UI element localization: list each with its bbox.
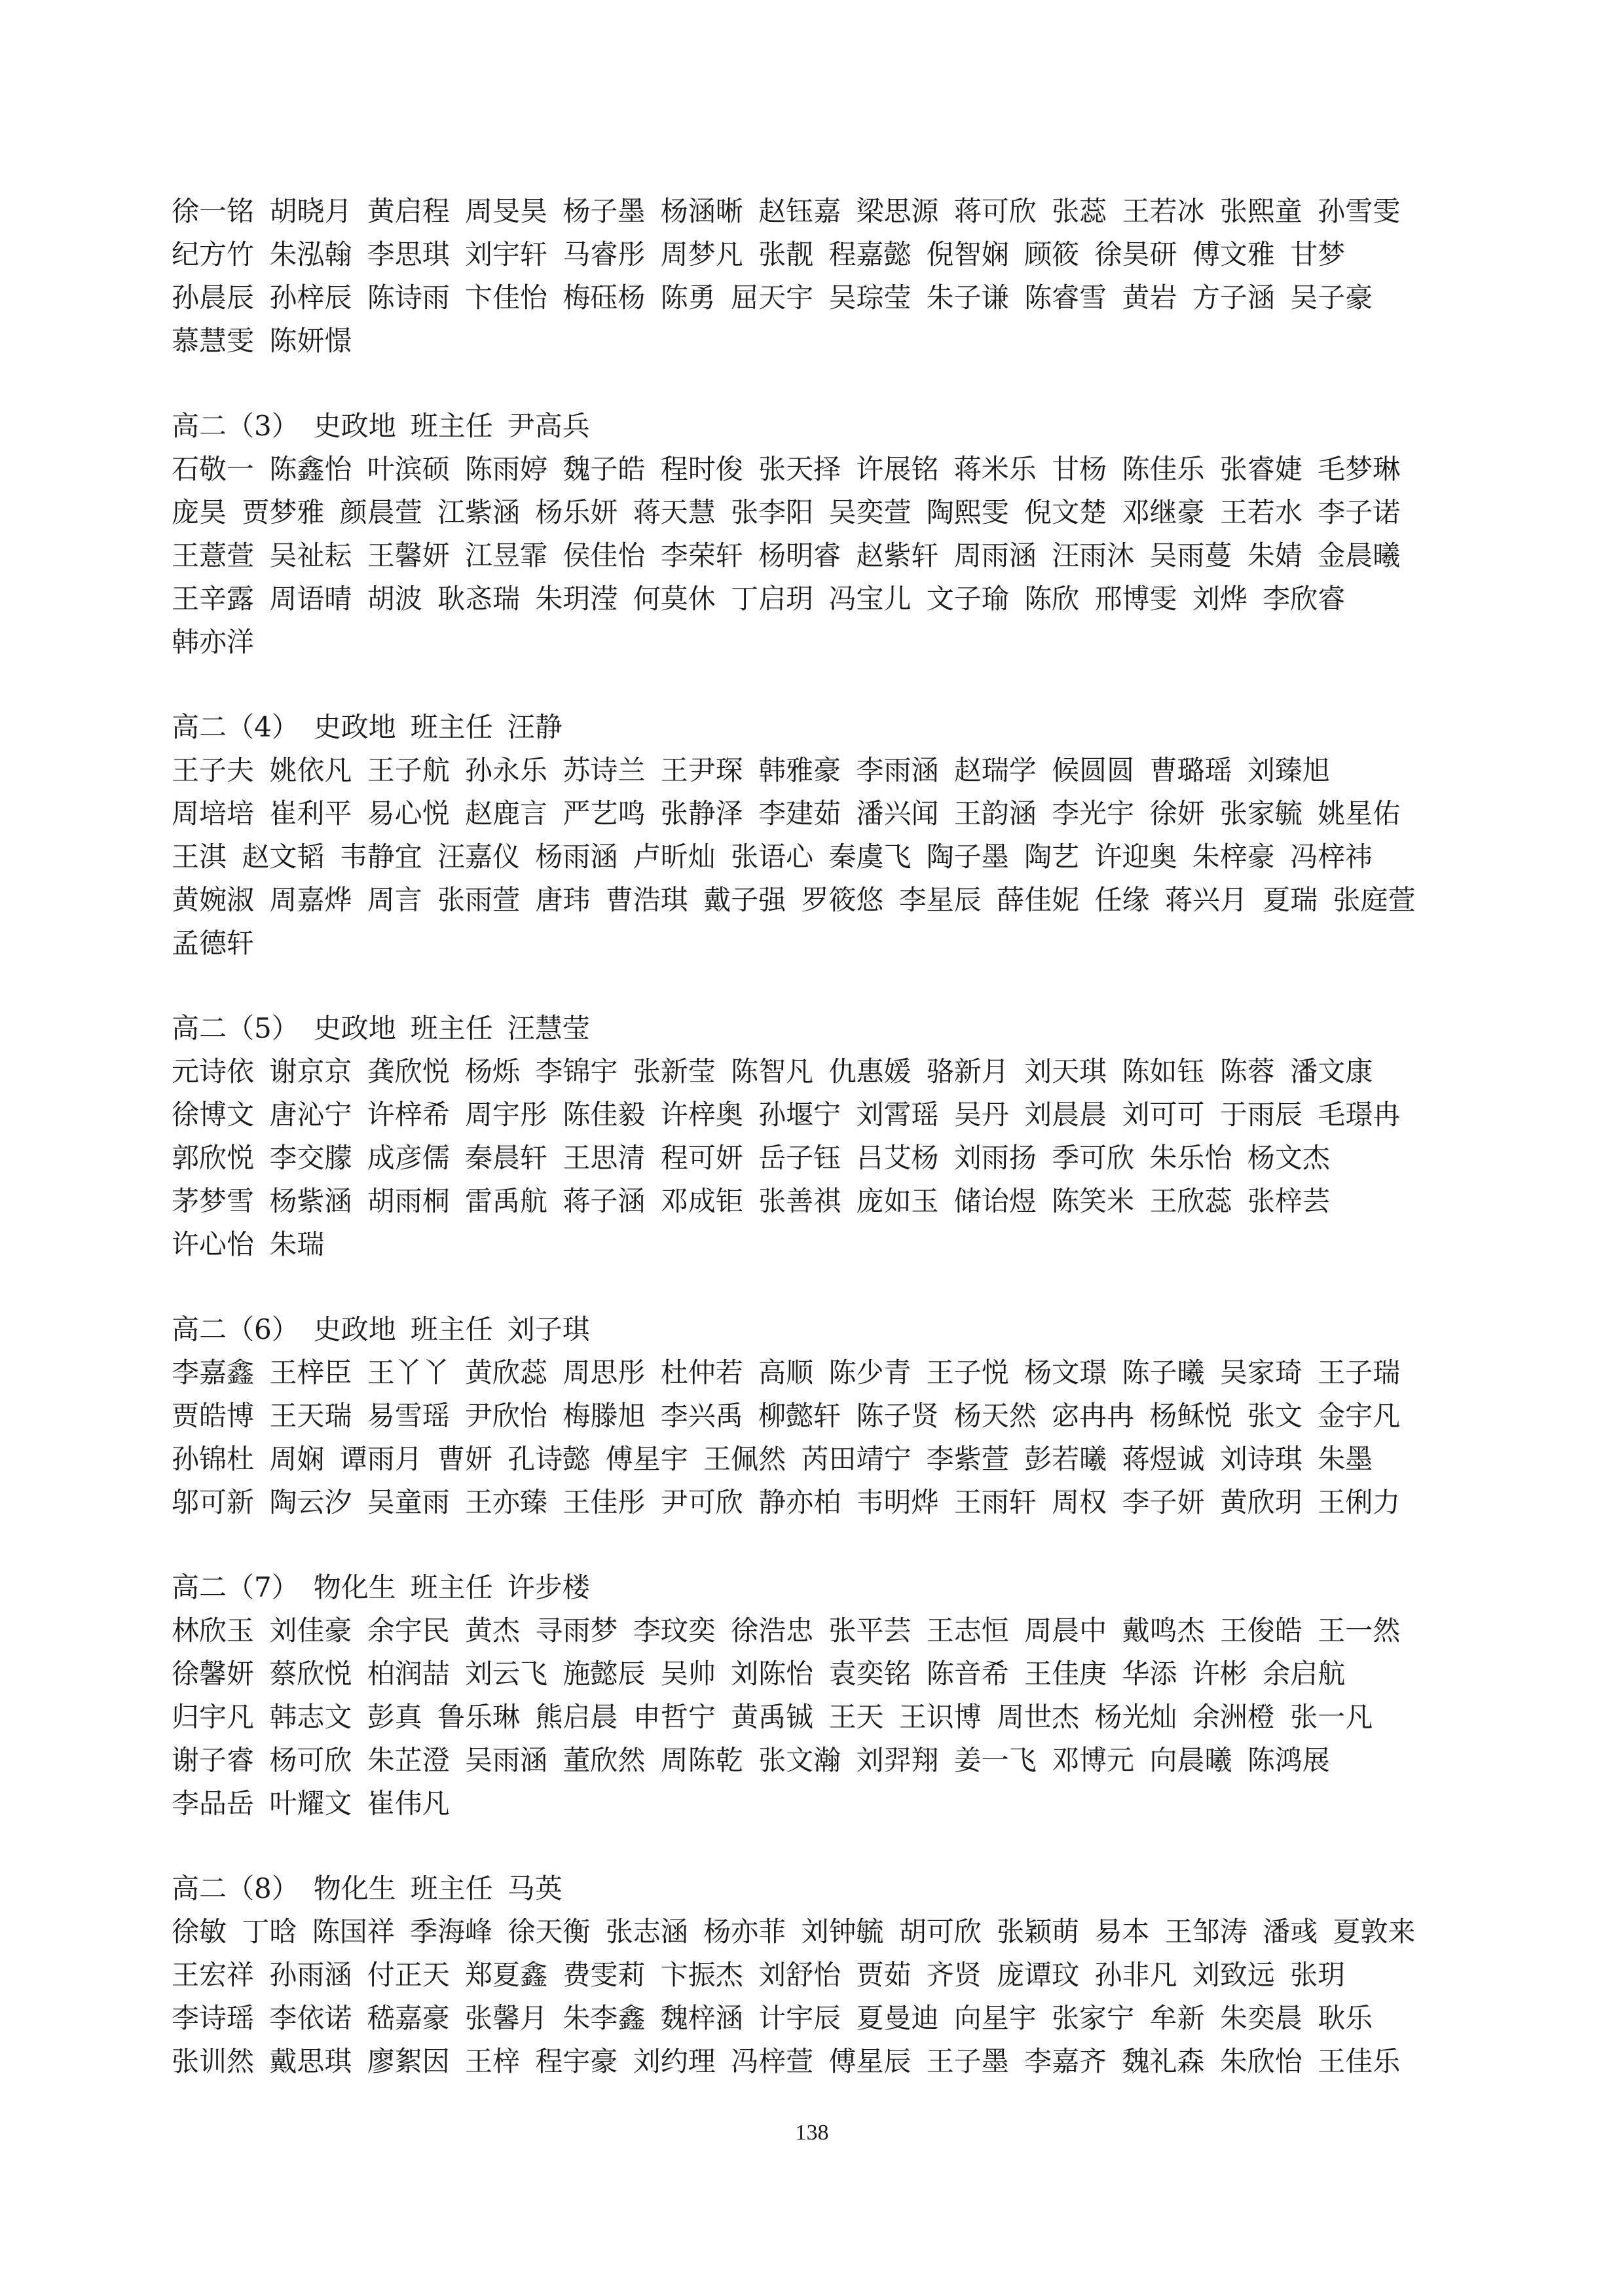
subject-track: 物化生 bbox=[313, 1571, 396, 1603]
page-number: 138 bbox=[795, 2121, 829, 2145]
class-name: 高二（4） bbox=[172, 711, 299, 743]
student-names-line: 孙晨辰 孙梓辰 陈诗雨 卞佳怡 梅砡杨 陈勇 屈天宇 吴琮莹 朱子谦 陈睿雪 黄岩 方子涵 吴子豪 bbox=[172, 282, 1373, 314]
student-names-line: 石敬一 陈鑫怡 叶滨硕 陈雨婷 魏子皓 程时俊 张天择 许展铭 蒋米乐 甘杨 陈佳乐 张睿婕 毛梦琳 bbox=[172, 453, 1401, 485]
student-names-line: 孙锦杜 周娴 谭雨月 曹妍 孔诗懿 傅星宇 王佩然 芮田靖宁 李紫萱 彭若曦 蒋煜诚 刘诗琪 朱墨 bbox=[172, 1443, 1373, 1475]
class-section bbox=[172, 405, 1455, 664]
student-names-line: 归宇凡 韩志文 彭真 鲁乐琳 熊启晨 申哲宁 黄禹铖 王天 王识博 周世杰 杨光灿 余洲橙 张一凡 bbox=[172, 1701, 1373, 1733]
student-names-line: 徐敏 丁晗 陈国祥 季海峰 徐天衡 张志涵 杨亦菲 刘钟毓 胡可欣 张颖萌 易本 王邹涛 潘彧 夏敦来 bbox=[172, 1916, 1416, 1948]
head-teacher: 汪静 bbox=[507, 711, 563, 743]
student-names-line: 庞昊 贾梦雅 颜晨萱 江紫涵 杨乐妍 蒋天慧 张李阳 吴奕萱 陶熙雯 倪文楚 邓继豪 王若水 李子诺 bbox=[172, 496, 1401, 528]
role-label: 班主任 bbox=[410, 1872, 493, 1904]
class-section bbox=[172, 1308, 1455, 1524]
student-names-line: 徐馨妍 蔡欣悦 柏润喆 刘云飞 施懿辰 吴帅 刘陈怡 袁奕铭 陈音希 王佳庚 华添 许彬 余启航 bbox=[172, 1658, 1346, 1690]
student-names-line: 林欣玉 刘佳豪 余宇民 黄杰 寻雨梦 李玟奕 徐浩忠 张平芸 王志恒 周晨中 戴鸣杰 王俊皓 王一然 bbox=[172, 1614, 1401, 1647]
student-names-line: 王宏祥 孙雨涵 付正天 郑夏鑫 费雯莉 卞振杰 刘舒怡 贾茹 齐贤 庞谭玟 孙非凡 刘致远 张玥 bbox=[172, 1959, 1346, 1991]
class-name: 高二（6） bbox=[172, 1313, 299, 1345]
student-names-line: 王辛露 周语晴 胡波 耿忞瑞 朱玥滢 何莫休 丁启玥 冯宝儿 文子瑜 陈欣 邢博雯 刘烨 李欣睿 bbox=[172, 583, 1346, 615]
student-names-line: 贾皓博 王天瑞 易雪瑶 尹欣怡 梅滕旭 李兴禹 柳懿轩 陈子贤 杨天然 宓冉冉 杨稣悦 张文 金宇凡 bbox=[172, 1400, 1401, 1432]
student-names-line: 徐一铭 胡晓月 黄启程 周旻昊 杨子墨 杨涵晰 赵钰嘉 梁思源 蒋可欣 张蕊 王若冰 张熙童 孙雪雯 bbox=[172, 195, 1401, 227]
class-section bbox=[172, 706, 1455, 965]
head-teacher: 马英 bbox=[507, 1872, 563, 1904]
student-names-line: 张训然 戴思琪 廖絮因 王梓 程宇豪 刘约理 冯梓萱 傅星辰 王子墨 李嘉齐 魏礼森 朱欣怡 王佳乐 bbox=[172, 2045, 1401, 2077]
role-label: 班主任 bbox=[410, 1571, 493, 1603]
student-names-line: 王子夫 姚依凡 王子航 孙永乐 苏诗兰 王尹琛 韩雅豪 李雨涵 赵瑞学 候圆圆 曹璐瑶 刘臻旭 bbox=[172, 754, 1330, 786]
role-label: 班主任 bbox=[410, 1012, 493, 1044]
student-names-line: 慕慧雯 陈妍憬 bbox=[172, 325, 352, 357]
role-label: 班主任 bbox=[410, 410, 493, 442]
student-names-line: 王薏萱 吴祉耘 王馨妍 江昱霏 侯佳怡 李荣轩 杨明睿 赵紫轩 周雨涵 汪雨沐 吴雨蔓 朱婧 金晨曦 bbox=[172, 539, 1401, 572]
class-name: 高二（7） bbox=[172, 1571, 299, 1603]
class-header bbox=[172, 1308, 1455, 1351]
student-names-line: 黄婉淑 周嘉烨 周言 张雨萱 唐玮 曹浩琪 戴子强 罗筱悠 李星辰 薛佳妮 任缘 蒋兴月 夏瑞 张庭萱 bbox=[172, 884, 1416, 916]
head-teacher: 汪慧莹 bbox=[507, 1012, 590, 1044]
class-name: 高二（5） bbox=[172, 1012, 299, 1044]
student-names-line: 韩亦洋 bbox=[172, 626, 255, 658]
class-header bbox=[172, 1867, 1455, 1910]
subject-track: 史政地 bbox=[313, 1012, 396, 1044]
class-header bbox=[172, 405, 1455, 448]
head-teacher: 刘子琪 bbox=[507, 1313, 590, 1345]
subject-track: 史政地 bbox=[313, 1313, 396, 1345]
student-names-line: 王淇 赵文韬 韦静宜 汪嘉仪 杨雨涵 卢昕灿 张语心 秦虞飞 陶子墨 陶艺 许迎奥 朱梓豪 冯梓祎 bbox=[172, 841, 1373, 873]
class-header bbox=[172, 706, 1455, 749]
class-header bbox=[172, 1566, 1455, 1609]
class-name: 高二（8） bbox=[172, 1872, 299, 1904]
student-names-line: 纪方竹 朱泓翰 李思琪 刘宇轩 马睿彤 周梦凡 张靓 程嘉懿 倪智娴 顾筱 徐昊研 傅文雅 甘梦 bbox=[172, 238, 1346, 270]
subject-track: 史政地 bbox=[313, 410, 396, 442]
student-names-line: 邬可新 陶云汐 吴童雨 王亦臻 王佳彤 尹可欣 静亦柏 韦明烨 王雨轩 周权 李子妍 黄欣玥 王俐力 bbox=[172, 1486, 1401, 1518]
class-header bbox=[172, 1007, 1455, 1050]
role-label: 班主任 bbox=[410, 1313, 493, 1345]
class-name: 高二（3） bbox=[172, 410, 299, 442]
head-teacher: 许步楼 bbox=[507, 1571, 590, 1603]
student-names-line: 许心怡 朱瑞 bbox=[172, 1228, 325, 1260]
student-names-line: 茅梦雪 杨紫涵 胡雨桐 雷禹航 蒋子涵 邓成钜 张善祺 庞如玉 储诒煜 陈笑米 王欣蕊 张梓芸 bbox=[172, 1185, 1330, 1217]
student-names-line: 元诗依 谢京京 龚欣悦 杨烁 李锦宇 张新莹 陈智凡 仇惠媛 骆新月 刘天琪 陈如钰 陈蓉 潘文康 bbox=[172, 1055, 1373, 1087]
student-names-line: 李诗瑶 李依诺 嵇嘉豪 张馨月 朱李鑫 魏梓涵 计宇辰 夏曼迪 向星宇 张家宁 牟新 朱奕晨 耿乐 bbox=[172, 2002, 1373, 2034]
student-names-line: 李品岳 叶耀文 崔伟凡 bbox=[172, 1787, 450, 1819]
student-names-line: 徐博文 唐沁宁 许梓希 周宇彤 陈佳毅 许梓奥 孙堰宁 刘霄瑶 吴丹 刘晨晨 刘可可 于雨辰 毛璟冉 bbox=[172, 1099, 1401, 1131]
class-section bbox=[172, 1566, 1455, 1825]
role-label: 班主任 bbox=[410, 711, 493, 743]
student-names-line: 孟德轩 bbox=[172, 927, 255, 959]
student-names-line: 郭欣悦 李交朦 成彦儒 秦晨轩 王思清 程可妍 岳子钰 吕艾杨 刘雨扬 季可欣 朱乐怡 杨文杰 bbox=[172, 1142, 1330, 1174]
student-names-line: 李嘉鑫 王梓臣 王丫丫 黄欣蕊 周思彤 杜仲若 高顺 陈少青 王子悦 杨文璟 陈子曦 吴家琦 王子瑞 bbox=[172, 1357, 1401, 1389]
class-section bbox=[172, 1007, 1455, 1266]
class-section bbox=[172, 1867, 1455, 2083]
student-names-line: 周培培 崔利平 易心悦 赵鹿言 严艺鸣 张静泽 李建茹 潘兴闻 王韵涵 李光宇 徐妍 张家毓 姚星佑 bbox=[172, 797, 1401, 829]
subject-track: 物化生 bbox=[313, 1872, 396, 1904]
subject-track: 史政地 bbox=[313, 711, 396, 743]
head-teacher: 尹高兵 bbox=[507, 410, 590, 442]
class-roster bbox=[172, 190, 1455, 2083]
class-section bbox=[172, 190, 1455, 363]
student-names-line: 谢子睿 杨可欣 朱芷澄 吴雨涵 董欣然 周陈乾 张文瀚 刘羿翔 姜一飞 邓博元 向晨曦 陈鸿展 bbox=[172, 1744, 1330, 1776]
